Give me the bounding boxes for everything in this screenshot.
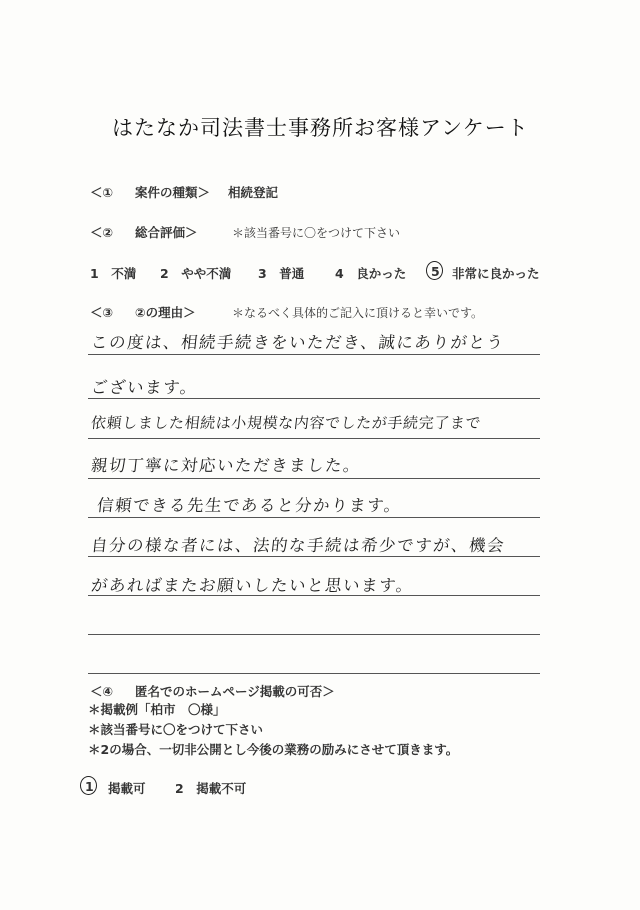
writing-rule — [88, 634, 540, 635]
writing-rule — [88, 478, 540, 479]
q4-number: ＜④ — [90, 684, 114, 699]
reason-line-5: 信頼できる先生であると分かります。 — [96, 496, 403, 515]
reason-line-6: 自分の様な者には、法的な手続は希少ですが、機会 — [90, 536, 507, 555]
writing-rule — [88, 517, 540, 518]
publish-option-1-label: 掲載可 — [108, 781, 146, 796]
q3-number: ＜③ — [90, 305, 114, 320]
writing-rule — [88, 398, 540, 399]
q4-label: 匿名でのホームページ掲載の可否＞ — [135, 684, 335, 699]
rating-option-5-number: 5 — [431, 264, 440, 279]
rating-option-4: 4 良かった — [335, 266, 407, 281]
rating-option-3: 3 普通 — [258, 266, 305, 281]
writing-rule — [88, 354, 540, 355]
q2-number: ＜② — [90, 225, 114, 240]
page-title: はたなか司法書士事務所お客様アンケート — [112, 116, 529, 140]
q1-number: ＜① — [90, 185, 114, 200]
q4-note-instruction: ＊該当番号に〇をつけて下さい — [88, 722, 264, 737]
reason-line-4: 親切丁寧に対応いただきました。 — [90, 456, 363, 475]
q4-note-example: ＊掲載例「柏市 〇様」 — [88, 702, 226, 717]
reason-line-7: があればまたお願いしたいと思います。 — [90, 576, 415, 595]
q2-label: 総合評価＞ — [135, 225, 198, 240]
rating-option-1: 1 不満 — [90, 266, 137, 281]
reason-line-1: この度は、相続手続きをいただき、誠にありがとう — [90, 333, 506, 352]
publish-option-1-number: 1 — [85, 779, 94, 794]
q1-label: 案件の種類＞ — [135, 185, 211, 200]
writing-rule — [88, 595, 540, 596]
q1-answer: 相続登記 — [228, 185, 279, 200]
reason-line-2: ございます。 — [90, 378, 199, 397]
publish-option-2: 2 掲載不可 — [175, 781, 247, 796]
rating-option-5-label: 非常に良かった — [452, 266, 540, 281]
reason-line-3: 依頼しました相続は小規模な内容でしたが手続完了まで — [90, 414, 483, 432]
q3-instruction: ＊なるべく具体的ご記入に頂けると幸いです。 — [232, 306, 484, 320]
q2-instruction: ＊該当番号に〇をつけて下さい — [232, 226, 401, 240]
writing-rule — [88, 438, 540, 439]
q4-note-privacy: ＊2の場合、一切非公開とし今後の業務の励みにさせて頂きます。 — [88, 742, 459, 757]
q3-label: ②の理由＞ — [135, 305, 196, 320]
writing-rule — [88, 673, 540, 674]
rating-option-2: 2 やや不満 — [160, 266, 232, 281]
writing-rule — [88, 556, 540, 557]
